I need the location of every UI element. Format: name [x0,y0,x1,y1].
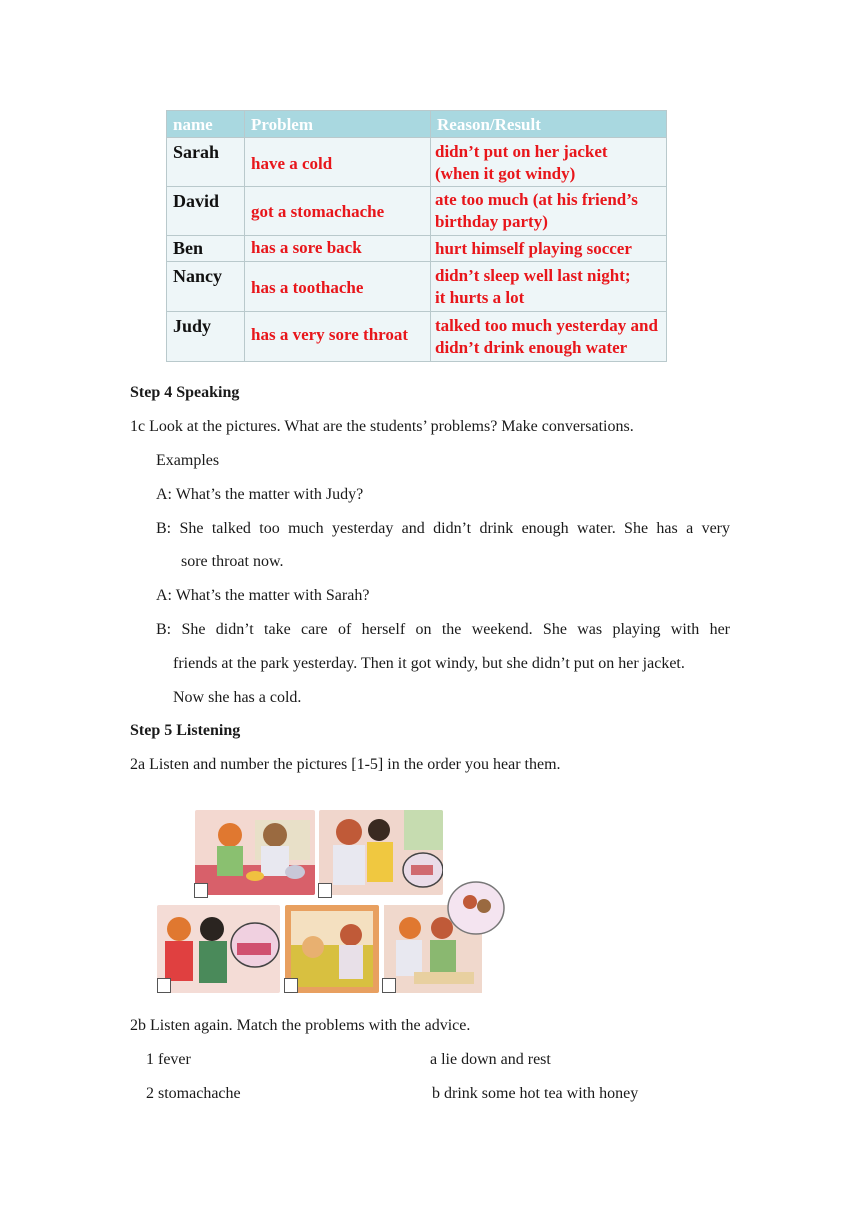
row-reason: ate too much (at his friend’s birthday party) [431,187,667,236]
table-row [167,187,667,236]
dialogue-b2-line3: Now she has a cold. [173,689,302,706]
problem-2: 2 stomachache [146,1085,241,1102]
row-problem: has a very sore throat [245,312,431,362]
row-problem: have a cold [245,138,431,187]
table-row [167,236,667,262]
row-problem: has a toothache [245,262,431,312]
row-reason: talked too much yesterday and didn’t drink enough water [431,312,667,362]
table-row [167,138,667,187]
instruction-2a: 2a Listen and number the pictures [1-5] in the order you hear them. [130,756,561,773]
step4-instruction: 1c Look at the pictures. What are the students’ problems? Make conversations. [130,418,634,435]
picture-4 [285,905,379,993]
step5-title: Step 5 Listening [130,722,241,739]
picture-5-answer-box[interactable] [382,978,396,993]
picture-5 [384,880,506,993]
dialogue-b1-line2: sore throat now. [181,553,284,570]
row-name: Nancy [167,262,245,312]
picture-2-answer-box[interactable] [318,883,332,898]
advice-a: a lie down and rest [430,1051,551,1068]
table-row [167,262,667,312]
picture-3 [157,905,280,993]
dialogue-b1-line1: B: She talked too much yesterday and didn’t drink enough water. She has a very [156,520,730,537]
row-name: Judy [167,312,245,362]
row-reason: hurt himself playing soccer [431,236,667,262]
picture-4-answer-box[interactable] [284,978,298,993]
table-row [167,312,667,362]
dialogue-b2-line1: B: She didn’t take care of herself on the weekend. She was playing with her [156,621,730,638]
header-name: name [167,111,245,138]
row-reason: didn’t sleep well last night; it hurts a lot [431,262,667,312]
row-name: David [167,187,245,236]
header-reason: Reason/Result [431,111,667,138]
row-problem: got a stomachache [245,187,431,236]
row-name: Sarah [167,138,245,187]
picture-1 [195,810,315,895]
dialogue-a1: A: What’s the matter with Judy? [156,486,364,503]
instruction-2b: 2b Listen again. Match the problems with the advice. [130,1017,471,1034]
problems-table [166,110,667,362]
row-problem: has a sore back [245,236,431,262]
row-name: Ben [167,236,245,262]
dialogue-b2-line2: friends at the park yesterday. Then it got windy, but she didn’t put on her jacket. [173,655,685,672]
advice-b: b drink some hot tea with honey [432,1085,639,1102]
examples-label: Examples [156,452,220,469]
problem-1: 1 fever [146,1051,191,1068]
header-problem: Problem [245,111,431,138]
step4-title: Step 4 Speaking [130,384,240,401]
picture-1-answer-box[interactable] [194,883,208,898]
table-header-row [167,111,667,138]
row-reason: didn’t put on her jacket (when it got windy) [431,138,667,187]
picture-3-answer-box[interactable] [157,978,171,993]
dialogue-a2: A: What’s the matter with Sarah? [156,587,370,604]
